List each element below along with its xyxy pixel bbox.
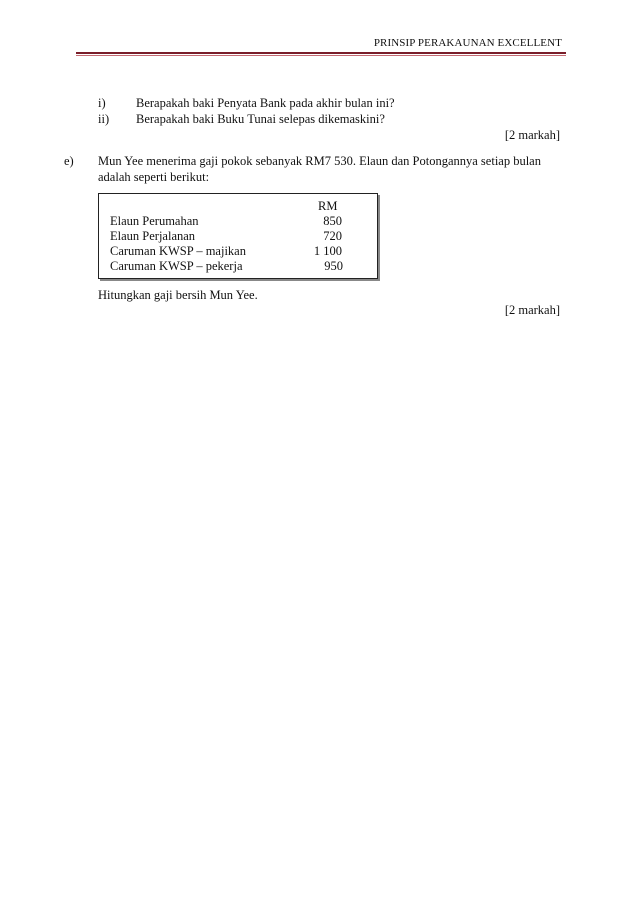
table-row-value: 1 100: [313, 244, 342, 258]
currency-header: RM: [318, 199, 338, 213]
table-row-label: Elaun Perumahan: [110, 214, 199, 228]
table-row-label: Caruman KWSP – pekerja: [110, 259, 243, 273]
marks-label-e: [2 markah]: [504, 303, 560, 317]
question-i-text: Berapakah baki Penyata Bank pada akhir bulan ini?: [136, 96, 395, 110]
question-e-label: e): [64, 154, 74, 168]
table-row-label: Caruman KWSP – majikan: [110, 244, 246, 258]
header-title: PRINSIP PERAKAUNAN EXCELLENT: [373, 37, 562, 49]
question-e-text: Hitungkan gaji bersih Mun Yee.: [98, 288, 258, 302]
question-ii-text: Berapakah baki Buku Tunai selepas dikemaskini?: [136, 112, 385, 126]
question-ii-number: ii): [98, 112, 110, 126]
header-rule: [76, 52, 566, 54]
question-e-intro-line1: Mun Yee menerima gaji pokok sebanyak RM7 530. Elaun dan Potongannya setiap bulan: [98, 154, 541, 168]
header-rule-accent: [76, 55, 566, 56]
table-row-label: Elaun Perjalanan: [110, 229, 196, 243]
question-e-intro-line2: adalah seperti berikut:: [98, 170, 210, 184]
marks-label-d: [2 markah]: [504, 128, 560, 142]
table-row-value: 950: [324, 259, 343, 273]
table-row-value: 720: [323, 229, 342, 243]
table-row-value: 850: [323, 214, 342, 228]
question-i-number: i): [98, 96, 106, 110]
